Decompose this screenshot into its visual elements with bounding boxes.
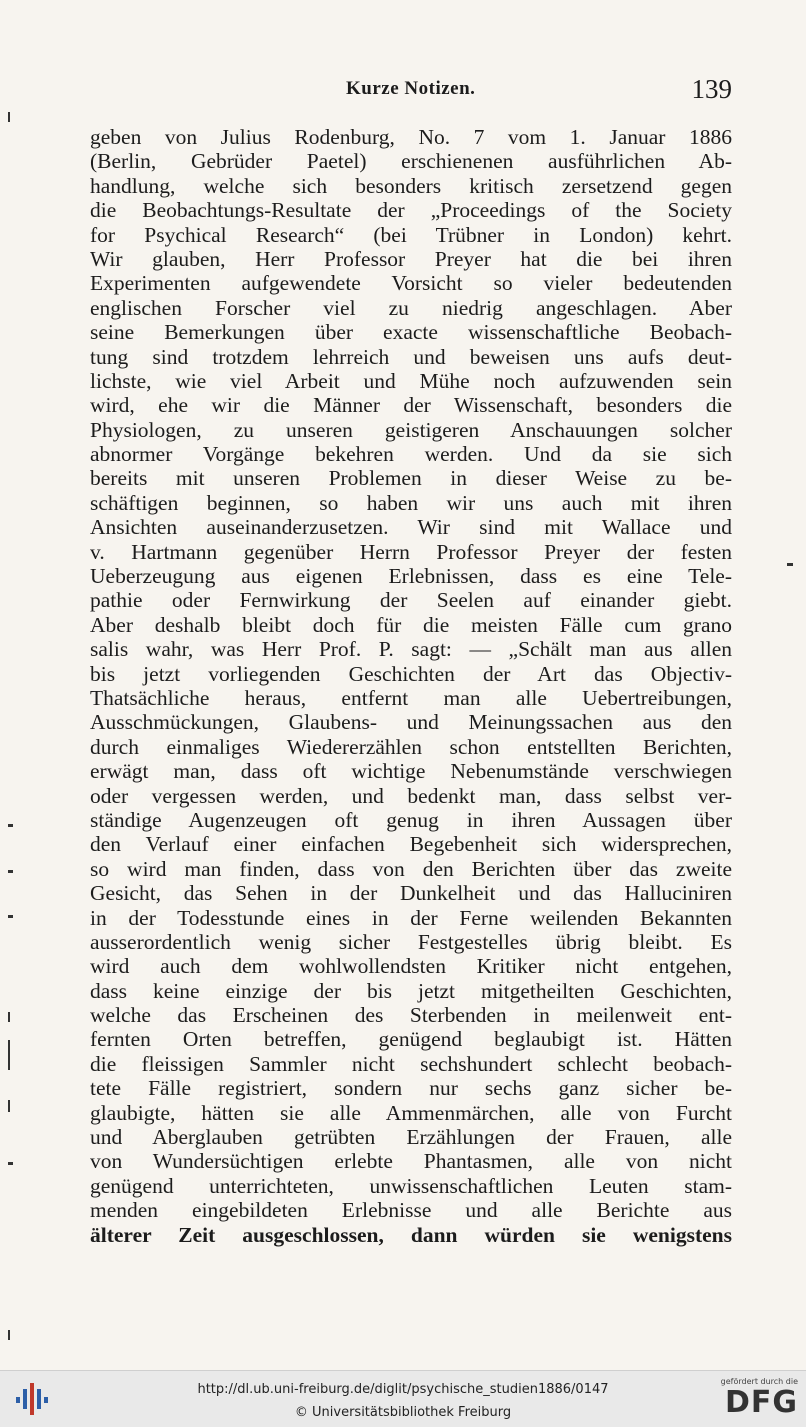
dfg-funding-text: gefördert durch die xyxy=(720,1377,798,1386)
text-line: dass keine einzige der bis jetzt mitgetheilten Geschichten, xyxy=(90,978,732,1003)
text-line: handlung, welche sich besonders kritisch zersetzend gegen xyxy=(90,173,732,198)
text-line: lichste, wie viel Arbeit und Mühe noch aufzuwenden sein xyxy=(90,368,732,393)
text-line: Thatsächliche heraus, entfernt man alle Uebertreibungen, xyxy=(90,685,732,710)
running-header xyxy=(90,74,732,106)
text-line: abnormer Vorgänge bekehren werden. Und da sie sich xyxy=(90,442,732,467)
text-line: bereits mit unseren Problemen in dieser Weise zu be- xyxy=(90,466,732,491)
text-line: die fleissigen Sammler nicht sechshundert schlecht beobach- xyxy=(90,1051,732,1076)
margin-mark xyxy=(8,915,13,918)
text-line: Ueberzeugung aus eigenen Erlebnissen, dass es eine Tele- xyxy=(90,564,732,589)
text-line: seine Bemerkungen über exacte wissenschaftliche Beobach- xyxy=(90,320,732,345)
text-line: v. Hartmann gegenüber Herrn Professor Preyer der festen xyxy=(90,539,732,564)
text-line: so wird man finden, dass von den Berichten über das zweite xyxy=(90,856,732,881)
text-line: Physiologen, zu unseren geistigeren Anschauungen solcher xyxy=(90,417,732,442)
margin-mark xyxy=(8,1162,13,1165)
text-line: menden eingebildeten Erlebnisse und alle Berichte aus xyxy=(90,1198,732,1223)
margin-mark xyxy=(8,1100,10,1112)
text-line: glaubigte, hätten sie alle Ammenmärchen, alle von Furcht xyxy=(90,1100,732,1125)
text-line: fernten Orten betreffen, genügend beglaubigt ist. Hätten xyxy=(90,1027,732,1052)
text-line: und Aberglauben getrübten Erzählungen der Frauen, alle xyxy=(90,1125,732,1150)
text-line: ständige Augenzeugen oft genug in ihren Aussagen über xyxy=(90,807,732,832)
text-line: ausserordentlich wenig sicher Festgestelles übrig bleibt. Es xyxy=(90,929,732,954)
text-line: von Wundersüchtigen erlebte Phantasmen, alle von nicht xyxy=(90,1149,732,1174)
margin-mark xyxy=(8,112,10,122)
margin-mark xyxy=(8,1012,10,1022)
text-line: in der Todesstunde eines in der Ferne weilenden Bekannten xyxy=(90,905,732,930)
text-line: wird, ehe wir die Männer der Wissenschaft, besonders die xyxy=(90,393,732,418)
text-line: älterer Zeit ausgeschlossen, dann würden sie wenigstens xyxy=(90,1222,732,1247)
text-line: Ausschmückungen, Glaubens- und Meinungssachen aus den xyxy=(90,710,732,735)
margin-mark xyxy=(8,824,13,827)
text-line: den Verlauf einer einfachen Begebenheit sich widersprechen, xyxy=(90,832,732,857)
dfg-logo xyxy=(712,1377,798,1423)
document-url[interactable]: http://dl.ub.uni-freiburg.de/diglit/psychische_studien1886/0147 xyxy=(197,1382,609,1397)
margin-mark xyxy=(8,1040,10,1070)
text-line: Ansichten auseinanderzusetzen. Wir sind mit Wallace und xyxy=(90,515,732,540)
text-line: Wir glauben, Herr Professor Preyer hat die bei ihren xyxy=(90,246,732,271)
text-line: genügend unterrichteten, unwissenschaftlichen Leuten stam- xyxy=(90,1173,732,1198)
text-line: geben von Julius Rodenburg, No. 7 vom 1. Januar 1886 xyxy=(90,125,732,149)
text-line: wird auch dem wohlwollendsten Kritiker nicht entgehen, xyxy=(90,954,732,979)
text-line: englischen Forscher viel zu niedrig angeschlagen. Aber xyxy=(90,295,732,320)
text-line: tung sind trotzdem lehrreich und beweisen uns aufs deut- xyxy=(90,344,732,369)
dfg-logo-text: DFG xyxy=(724,1385,798,1420)
text-line: Gesicht, das Sehen in der Dunkelheit und das Halluciniren xyxy=(90,881,732,906)
text-line: die Beobachtungs-Resultate der „Proceedings of the Society xyxy=(90,198,732,223)
text-line: schäftigen beginnen, so haben wir uns auch mit ihren xyxy=(90,490,732,515)
text-line: tete Fälle registriert, sondern nur sechs ganz sicher be- xyxy=(90,1076,732,1101)
copyright-notice: © Universitätsbibliothek Freiburg xyxy=(294,1405,512,1420)
text-line: durch einmaliges Wiedererzählen schon entstellten Berichten, xyxy=(90,734,732,759)
viewer-footer xyxy=(0,1370,806,1427)
text-line: (Berlin, Gebrüder Paetel) erschienenen ausführlichen Ab- xyxy=(90,149,732,174)
text-line: for Psychical Research“ (bei Trübner in London) kehrt. xyxy=(90,222,732,247)
running-title: Kurze Notizen. xyxy=(346,78,476,99)
margin-mark xyxy=(787,563,793,566)
text-line: erwägt man, dass oft wichtige Nebenumstände verschwiegen xyxy=(90,759,732,784)
text-line: oder vergessen werden, und bedenkt man, dass selbst ver- xyxy=(90,783,732,808)
body-text xyxy=(90,125,732,1247)
text-line: bis jetzt vorliegenden Geschichten der Art das Objectiv- xyxy=(90,661,732,686)
text-line: salis wahr, was Herr Prof. P. sagt: — „Schält man aus allen xyxy=(90,637,732,662)
text-line: pathie oder Fernwirkung der Seelen auf einander giebt. xyxy=(90,588,732,613)
text-line: welche das Erscheinen des Sterbenden in meilenweit ent- xyxy=(90,1003,732,1028)
page-number: 139 xyxy=(691,74,732,104)
margin-mark xyxy=(8,870,13,873)
text-line: Experimenten aufgewendete Vorsicht so vieler bedeutenden xyxy=(90,271,732,296)
text-line: Aber deshalb bleibt doch für die meisten Fälle cum grano xyxy=(90,612,732,637)
margin-mark xyxy=(8,1330,10,1340)
